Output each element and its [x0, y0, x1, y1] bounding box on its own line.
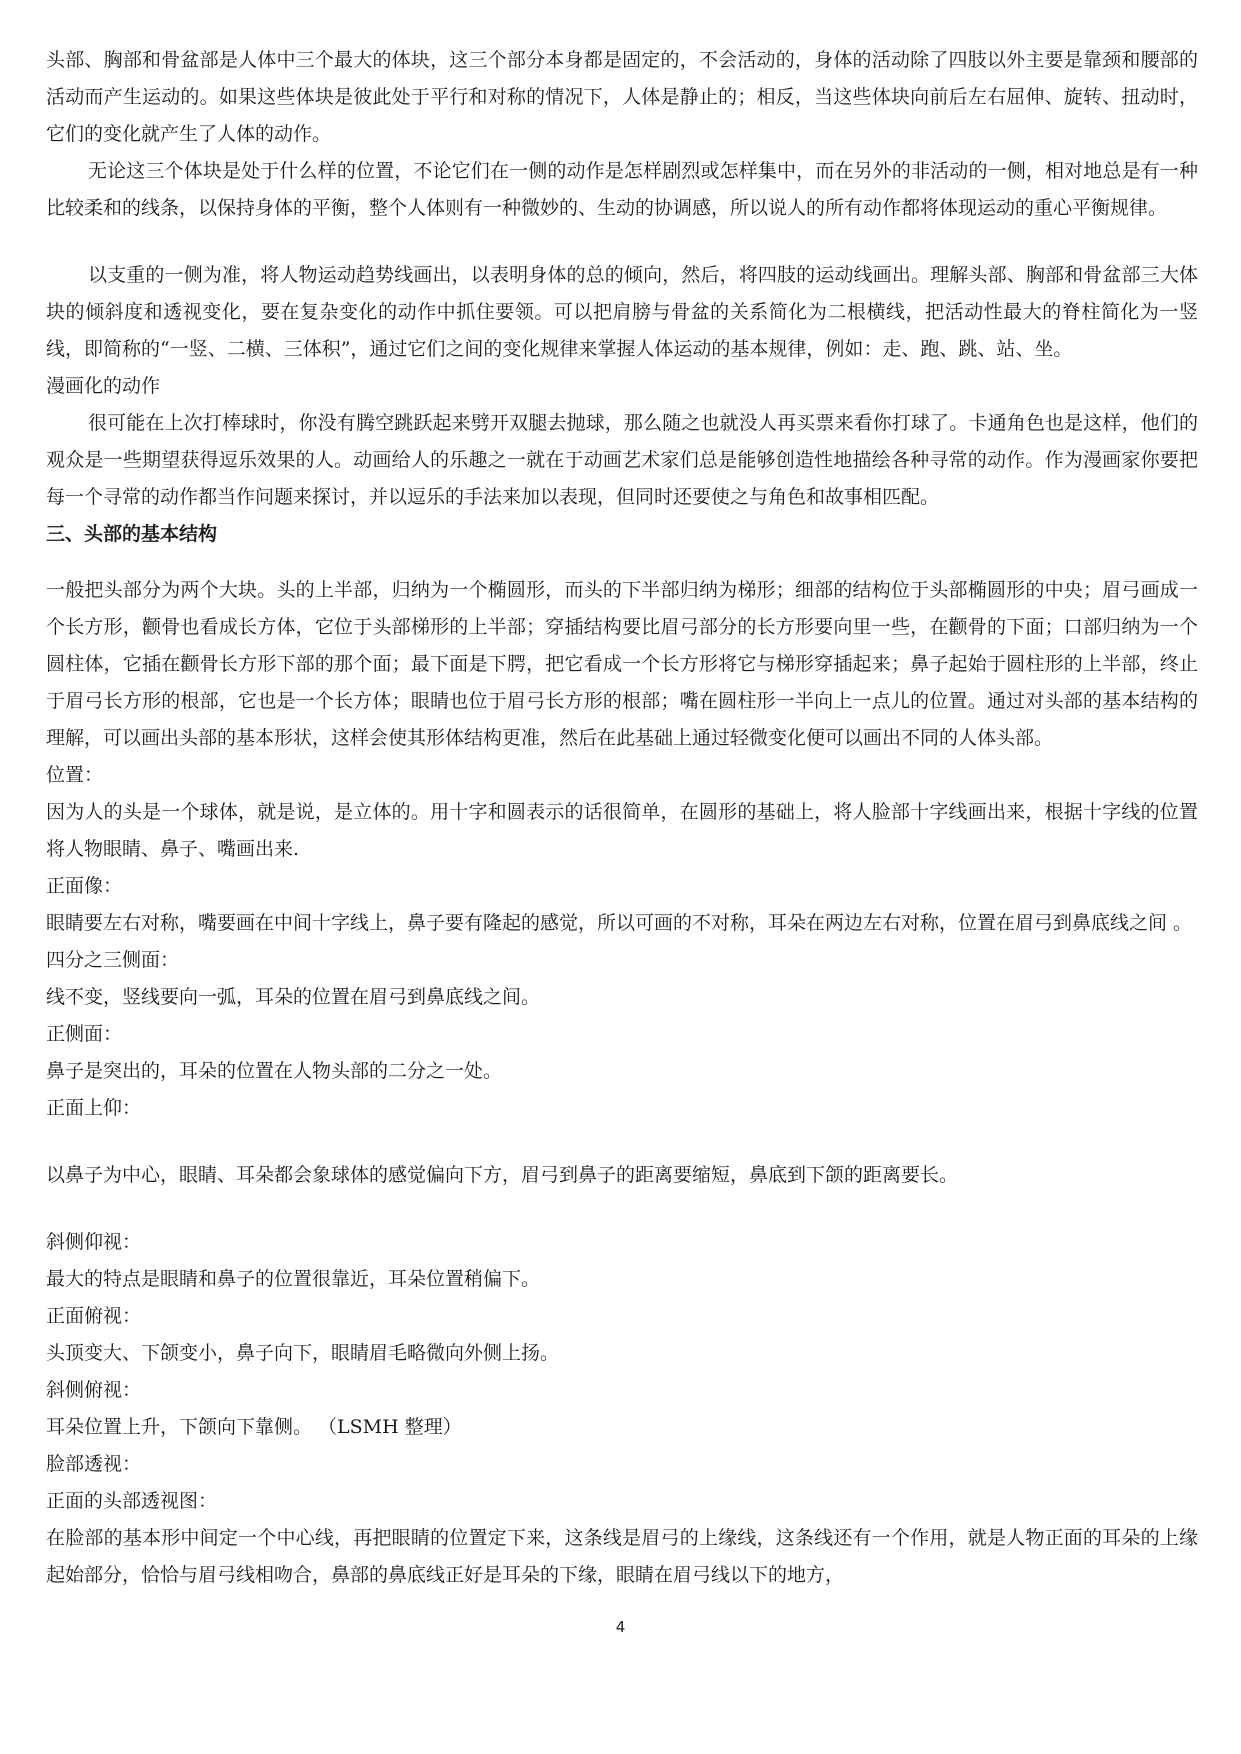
paragraph-front-perspective: 在脸部的基本形中间定一个中心线，再把眼睛的位置定下来，这条线是眉弓的上缘线，这条线还有一个作用，就是人物正面的耳朵的上缘起始部分，恰恰与眉弓线相吻合，鼻部的鼻底线正好是耳朵的下缘，眼睛在眉弓线以下的地方， [46, 1527, 1198, 1586]
spacer [46, 1194, 1198, 1224]
spacer [46, 553, 1198, 572]
label-front-down: 正面俯视： [46, 1305, 142, 1327]
label-profile: 正侧面： [46, 1023, 123, 1045]
label-front-up: 正面上仰： [46, 1097, 142, 1119]
label-position: 位置： [46, 764, 104, 786]
label-oblique-up: 斜侧仰视： [46, 1231, 142, 1253]
label-three-quarter: 四分之三侧面： [46, 949, 180, 971]
label-cartoon-motion: 漫画化的动作 [46, 375, 161, 397]
page-number: 4 [615, 1618, 626, 1636]
paragraph-motion-lines: 以支重的一侧为准，将人物运动趋势线画出，以表明身体的总的倾向，然后，将四肢的运动线画出。理解头部、胸部和骨盆部三大体块的倾斜度和透视变化，要在复杂变化的动作中抓住要领。可以把肩膀与骨盆的关系简化为二根横线，把活动性最大的脊柱简化为一竖线，即简称的“一竖、二横、三体积”，通过它们之间的变化规律来掌握人体运动的基本规律，例如：走、跑、跳、站、坐。 [46, 264, 1198, 360]
paragraph-front-up: 以鼻子为中心，眼睛、耳朵都会象球体的感觉偏向下方，眉弓到鼻子的距离要缩短，鼻底到下颌的距离要长。 [46, 1164, 959, 1186]
document-page [46, 42, 1198, 1594]
paragraph-profile: 鼻子是突出的，耳朵的位置在人物头部的二分之一处。 [46, 1060, 503, 1082]
label-front-view: 正面像： [46, 875, 123, 897]
spacer [46, 1127, 1198, 1157]
paragraph-head-structure: 一般把头部分为两个大块。头的上半部，归纳为一个椭圆形，而头的下半部归纳为梯形；细部的结构位于头部椭圆形的中央；眉弓画成一个长方形，颧骨也看成长方体，它位于头部梯形的上半部；穿插结构要比眉弓部分的长方形要向里一些，在颧骨的下面；口部归纳为一个圆柱体，它插在颧骨长方形下部的那个面；最下面是下腭，把它看成一个长方形将它与梯形穿插起来；鼻子起始于圆柱形的上半部，终止于眉弓长方形的根部，它也是一个长方体；眼睛也位于眉弓长方形的根部；嘴在圆柱形一半向上一点儿的位置。通过对头部的基本结构的理解，可以画出头部的基本形状，这样会使其形体结构更准，然后在此基础上通过轻微变化便可以画出不同的人体头部。 [46, 579, 1198, 749]
paragraph-oblique-up: 最大的特点是眼睛和鼻子的位置很靠近，耳朵位置稍偏下。 [46, 1268, 541, 1290]
paragraph-three-quarter: 线不变，竖线要向一弧，耳朵的位置在眉弓到鼻底线之间。 [46, 986, 541, 1008]
paragraph-front-view: 眼睛要左右对称，嘴要画在中间十字线上，鼻子要有隆起的感觉，所以可画的不对称，耳朵在两边左右对称，位置在眉弓到鼻底线之间 。 [46, 912, 1193, 934]
paragraph-position: 因为人的头是一个球体，就是说，是立体的。用十字和圆表示的话很简单，在圆形的基础上，将人脸部十字线画出来，根据十字线的位置将人物眼睛、鼻子、嘴画出来. [46, 801, 1198, 860]
label-oblique-down: 斜侧俯视： [46, 1379, 142, 1401]
spacer [46, 227, 1198, 257]
paragraph-oblique-down: 耳朵位置上升，下颌向下靠侧。 （LSMH 整理） [46, 1416, 462, 1438]
paragraph-body-blocks: 头部、胸部和骨盆部是人体中三个最大的体块，这三个部分本身都是固定的，不会活动的，身体的活动除了四肢以外主要是靠颈和腰部的活动而产生运动的。如果这些体块是彼此处于平行和对称的情况下，人体是静止的；相反，当这些体块向前后左右屈伸、旋转、扭动时，它们的变化就产生了人体的动作。 [46, 49, 1198, 145]
paragraph-balance: 无论这三个体块是处于什么样的位置，不论它们在一侧的动作是怎样剧烈或怎样集中，而在另外的非活动的一侧，相对地总是有一种比较柔和的线条，以保持身体的平衡，整个人体则有一种微妙的、生动的协调感，所以说人的所有动作都将体现运动的重心平衡规律。 [46, 160, 1198, 219]
paragraph-front-down: 头顶变大、下颌变小，鼻子向下，眼睛眉毛略微向外侧上扬。 [46, 1342, 560, 1364]
section-heading: 三、头部的基本结构 [46, 523, 218, 545]
paragraph-cartoon: 很可能在上次打棒球时，你没有腾空跳跃起来劈开双腿去抛球，那么随之也就没人再买票来看你打球了。卡通角色也是这样，他们的观众是一些期望获得逗乐效果的人。动画给人的乐趣之一就在于动画艺术家们总是能够创造性地描绘各种寻常的动作。作为漫画家你要把每一个寻常的动作都当作问题来探讨，并以逗乐的手法来加以表现，但同时还要使之与角色和故事相匹配。 [46, 412, 1198, 508]
label-front-perspective: 正面的头部透视图： [46, 1490, 218, 1512]
label-face-perspective: 脸部透视： [46, 1453, 142, 1475]
